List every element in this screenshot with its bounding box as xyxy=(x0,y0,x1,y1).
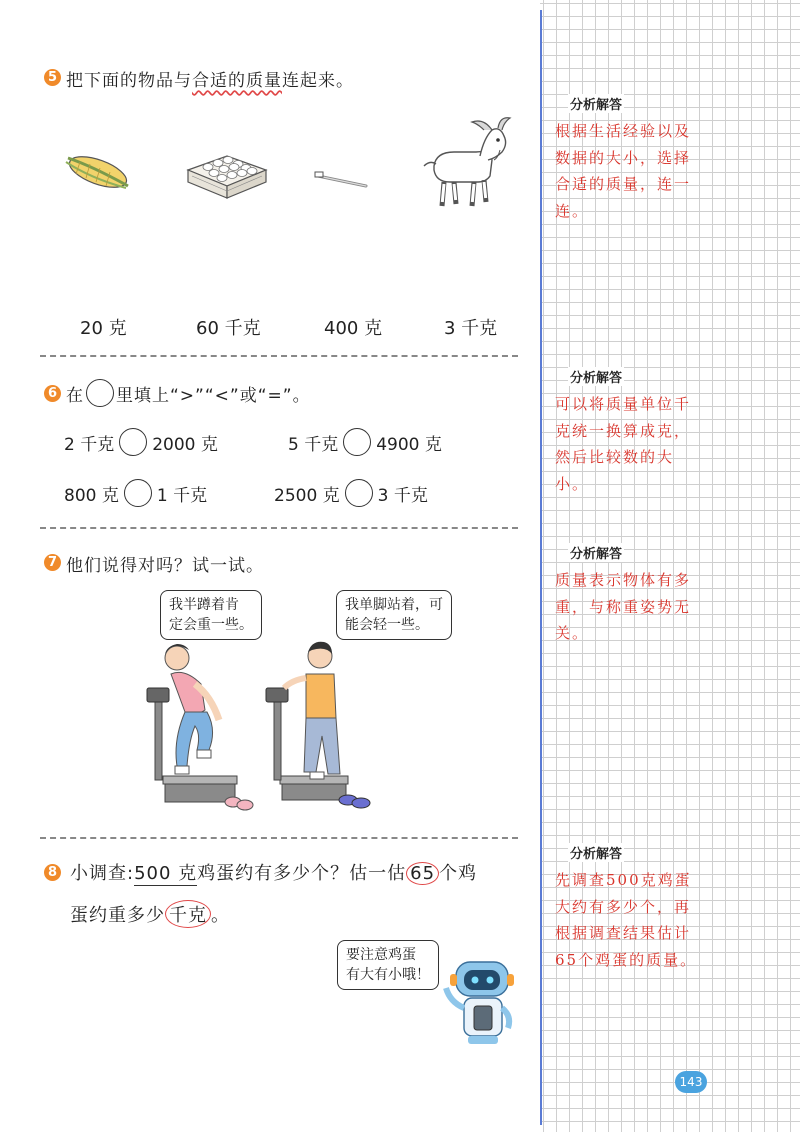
pink-shoes-icon xyxy=(224,790,254,812)
q8-text-end: 个鸡 xyxy=(439,863,478,884)
compare-4-right: 3 千克 xyxy=(377,485,428,506)
panel-note-7: 质量表示物体有多重，与称重姿势无关。 xyxy=(555,571,692,642)
compare-3-right: 1 千克 xyxy=(156,485,208,506)
q8-label: 小调查: xyxy=(70,863,135,884)
compare-item-2 xyxy=(288,428,442,456)
mass-option-2[interactable]: 60 千克 xyxy=(196,318,261,339)
boy-bubble-line-1: 我单脚站着，可 xyxy=(345,597,443,613)
question-7-text: 他们说得对吗？试一试。 xyxy=(66,556,264,576)
compare-1-left: 2 千克 xyxy=(64,434,115,455)
q6-text-b: 里填上“>”“<”或“=”。 xyxy=(116,385,311,406)
question-5-text xyxy=(66,66,354,91)
blue-shoes-icon xyxy=(338,788,372,810)
q5-text-underlined: 合适的质量 xyxy=(192,71,282,91)
q5-text-prefix: 把下面的物品与 xyxy=(66,71,192,91)
mass-option-3[interactable]: 400 克 xyxy=(324,318,383,339)
question-number-5: 5 xyxy=(44,69,61,86)
compare-3-left: 800 克 xyxy=(64,485,119,506)
robot-speech-bubble xyxy=(337,940,439,990)
question-number-6: 6 xyxy=(44,385,61,402)
egg-tray-icon[interactable] xyxy=(184,140,270,202)
panel-heading-7: 分析解答 xyxy=(568,543,624,562)
compare-3-blank[interactable] xyxy=(124,479,152,507)
robot-bubble-line-2: 有大有小哦！ xyxy=(346,967,430,983)
q8-unit: 千克 xyxy=(165,900,211,928)
q8-count: 65 xyxy=(406,862,439,885)
compare-item-1 xyxy=(64,428,218,456)
panel-heading-6: 分析解答 xyxy=(568,367,624,386)
compare-1-right: 2000 克 xyxy=(152,434,218,455)
girl-speech-bubble xyxy=(160,590,262,640)
mass-option-4[interactable]: 3 千克 xyxy=(444,318,498,339)
mass-option-1[interactable]: 20 克 xyxy=(80,318,127,339)
q8-line2-end: 。 xyxy=(211,905,230,926)
girl-bubble-line-1: 我半蹲着肯 xyxy=(169,597,239,613)
compare-2-blank[interactable] xyxy=(343,428,371,456)
q8-amount: 500 克 xyxy=(134,863,198,884)
q8-line2-prefix: 蛋约重多少 xyxy=(70,905,165,926)
girl-on-scale-illustration xyxy=(145,640,255,810)
q6-text-a: 在 xyxy=(66,385,84,406)
q5-text-suffix: 连起来。 xyxy=(282,71,354,91)
section-divider-2 xyxy=(40,527,518,529)
boy-on-scale-illustration xyxy=(262,636,362,806)
compare-2-left: 5 千克 xyxy=(288,434,339,455)
question-number-8: 8 xyxy=(44,864,61,881)
goat-icon[interactable] xyxy=(414,110,518,214)
toothbrush-icon[interactable] xyxy=(312,170,370,192)
panel-heading-5: 分析解答 xyxy=(568,94,624,113)
example-blank-circle xyxy=(86,379,114,407)
compare-2-right: 4900 克 xyxy=(376,434,442,455)
compare-item-4 xyxy=(274,479,428,507)
page-number-badge: 143 xyxy=(675,1071,707,1093)
panel-note-8: 先调查500克鸡蛋大约有多少个，再根据调查结果估计65个鸡蛋的质量。 xyxy=(555,871,698,969)
compare-item-3 xyxy=(64,479,207,507)
compare-1-blank[interactable] xyxy=(119,428,147,456)
compare-4-blank[interactable] xyxy=(345,479,373,507)
boy-bubble-line-2: 能会轻一些。 xyxy=(345,617,429,633)
section-divider-3 xyxy=(40,837,518,839)
corn-icon[interactable] xyxy=(62,148,134,196)
panel-note-5: 根据生活经验以及数据的大小，选择合适的质量，连一连。 xyxy=(555,122,692,220)
boy-speech-bubble xyxy=(336,590,452,640)
girl-bubble-line-2: 定会重一些。 xyxy=(169,617,253,633)
panel-border xyxy=(540,10,542,1125)
question-8-line-1 xyxy=(70,859,477,885)
panel-note-6: 可以将质量单位千克统一换算成克，然后比较数的大小。 xyxy=(555,395,692,493)
question-number-7: 7 xyxy=(44,554,61,571)
q8-text-mid: 鸡蛋约有多少个？估一估 xyxy=(197,863,407,884)
question-8-line-2 xyxy=(70,900,230,928)
panel-heading-8: 分析解答 xyxy=(568,843,624,862)
question-6-text xyxy=(66,379,311,407)
section-divider-1 xyxy=(40,355,518,357)
robot-icon xyxy=(440,958,526,1046)
robot-bubble-line-1: 要注意鸡蛋 xyxy=(346,947,416,963)
compare-4-left: 2500 克 xyxy=(274,485,340,506)
